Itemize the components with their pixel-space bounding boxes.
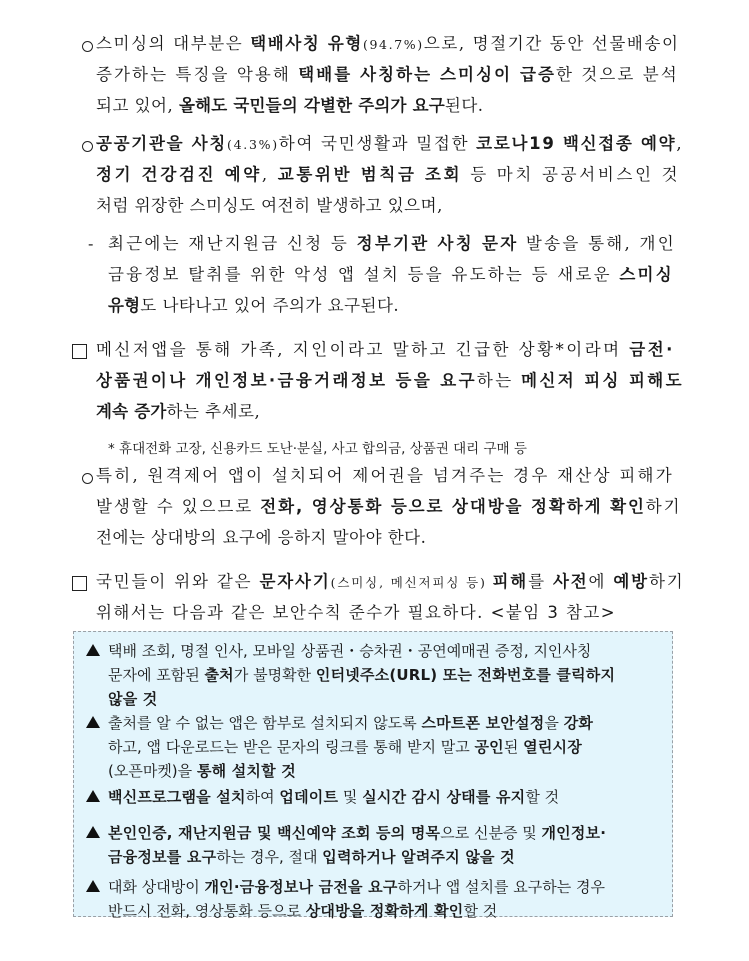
text-run: 택배 조회, 명절 인사, 모바일 상품권・승차권・공연예매권 증정, 지인사칭 xyxy=(108,642,592,660)
text-run: 한 것으로 분석 xyxy=(556,65,679,84)
text-run: 하는 xyxy=(476,371,522,390)
square-bullet-icon xyxy=(72,344,87,359)
text-line xyxy=(108,665,615,685)
triangle-bullet-icon xyxy=(86,826,100,838)
bold-text: 개인정보· xyxy=(541,824,607,842)
text-run: 하여 국민생활과 밀접한 xyxy=(278,134,477,153)
text-line xyxy=(96,528,426,548)
text-line xyxy=(108,265,674,285)
text-line xyxy=(96,402,260,422)
text-run: 가 불명확한 xyxy=(233,666,316,684)
bold-text: 스마트폰 보안설정 xyxy=(421,714,545,732)
triangle-bullet-icon xyxy=(86,880,100,892)
text-run: 하거나 앱 설치를 요구하는 경우 xyxy=(397,878,605,896)
circle-bullet-icon xyxy=(82,141,93,152)
text-line xyxy=(96,497,682,517)
text-run: 문자에 포함된 xyxy=(108,666,205,684)
text-line xyxy=(96,196,443,216)
text-run: 하고, 앱 다운로드는 받은 문자의 링크를 통해 받지 말고 xyxy=(108,738,475,756)
bold-text: 교통위반 범칙금 조회 xyxy=(277,165,463,184)
text-line xyxy=(108,787,559,807)
text-run: 처럼 위장한 스미싱도 여전히 발생하고 있으며, xyxy=(96,196,443,215)
text-run: 최근에는 재난지원금 신청 등 xyxy=(108,234,357,253)
triangle-bullet-icon xyxy=(86,716,100,728)
bold-text: 출처 xyxy=(204,666,234,684)
text-run: 증가하는 특징을 악용해 xyxy=(96,65,299,84)
text-run: 하기 xyxy=(645,497,682,516)
text-run: 위해서는 다음과 같은 보안수칙 준수가 필요하다. xyxy=(96,603,491,622)
text-run: 되고 있어, xyxy=(96,96,179,115)
text-line xyxy=(108,877,605,897)
text-run: 메신저앱을 통해 가족, 지인이라고 말하고 긴급한 상황*이라며 xyxy=(96,340,630,359)
text-run: 도 나타나고 있어 주의가 요구된다. xyxy=(140,296,400,315)
text-run: 등 마치 공공서비스인 것 xyxy=(462,165,681,184)
text-line xyxy=(96,340,675,360)
text-line xyxy=(108,641,591,661)
text-run: 전에는 상대방의 요구에 응하지 말아야 한다. xyxy=(96,528,427,547)
text-run: (94.7%) xyxy=(362,37,424,52)
text-run: 대화 상대방이 xyxy=(108,878,205,896)
text-line xyxy=(108,713,593,733)
bold-text: 택배사칭 유형 xyxy=(250,34,363,53)
bold-text: 열린시장 xyxy=(523,738,582,756)
text-line xyxy=(96,65,679,85)
text-run: (스미싱, 메신저피싱 등) xyxy=(330,575,493,590)
bold-text: 예방 xyxy=(613,572,649,591)
bold-text: 전화, 영상통화 등으로 상대방을 정확하게 확인 xyxy=(260,497,646,516)
text-line xyxy=(108,761,296,781)
bold-text: 사전 xyxy=(552,572,589,591)
text-run: , xyxy=(261,165,278,184)
bold-text: 업데이트 xyxy=(279,788,339,806)
bold-text: 상품권이나 개인정보·금융거래정보 등을 요구 xyxy=(96,371,477,390)
text-line xyxy=(108,296,399,316)
bold-text: 계속 증가 xyxy=(96,402,167,421)
text-run: 를 xyxy=(528,572,553,591)
text-line xyxy=(96,134,683,155)
text-line xyxy=(108,901,497,921)
circle-bullet-icon xyxy=(82,473,93,484)
text-line xyxy=(108,737,582,757)
bold-text: 금융정보를 요구 xyxy=(108,848,217,866)
bold-text: 본인인증, 재난지원금 및 백신예약 조회 등의 명목 xyxy=(108,824,441,842)
text-run: 및 xyxy=(338,788,363,806)
security-tips-box xyxy=(73,631,673,920)
text-line xyxy=(96,603,616,623)
bold-text: 택배를 사칭하는 스미싱이 급증 xyxy=(298,65,557,84)
bold-text: 문자사기 xyxy=(259,572,331,591)
text-run: 하는 추세로, xyxy=(166,402,261,421)
text-run: 국민들이 위와 같은 xyxy=(96,572,260,591)
text-run: 으로, 명절기간 동안 선물배송이 xyxy=(423,34,680,53)
text-run: 을 xyxy=(544,714,564,732)
bold-text: 강화 xyxy=(563,714,594,732)
bold-text: 상대방을 정확하게 확인 xyxy=(305,902,464,920)
text-line xyxy=(96,466,674,486)
text-run: 금융정보 탈취를 위한 악성 앱 설치 등을 유도하는 등 새로운 xyxy=(108,265,620,284)
text-run: 할 것 xyxy=(525,788,560,806)
text-run: 된다. xyxy=(444,96,484,115)
bold-text: 입력하거나 알려주지 않을 것 xyxy=(322,848,515,866)
text-line xyxy=(96,371,684,391)
text-run: <붙임 3 참고> xyxy=(490,603,616,622)
text-line xyxy=(96,572,685,593)
text-run: 발송을 통해, 개인 xyxy=(518,234,676,253)
circle-bullet-icon xyxy=(82,41,93,52)
bold-text: 않을 것 xyxy=(108,690,158,708)
bold-text: 백신프로그램을 설치 xyxy=(108,788,246,806)
bold-text: 유형 xyxy=(108,296,141,315)
text-line xyxy=(96,96,484,116)
triangle-bullet-icon xyxy=(86,644,100,656)
text-run: 스미싱의 대부분은 xyxy=(96,34,251,53)
text-line xyxy=(108,234,676,254)
bold-text: 실시간 감시 상태를 유지 xyxy=(362,788,526,806)
triangle-bullet-icon xyxy=(86,790,100,802)
bold-text: 스미싱 xyxy=(619,265,674,284)
bold-text: 통해 설치할 것 xyxy=(196,762,296,780)
text-run: 하기 xyxy=(648,572,685,591)
text-run: 하여 xyxy=(245,788,280,806)
bold-text: 메신저 피싱 피해도 xyxy=(521,371,684,390)
bold-text: 코로나19 백신접종 예약 xyxy=(476,134,677,153)
text-line xyxy=(108,847,515,867)
bold-text: 공인 xyxy=(474,738,504,756)
text-run: 발생할 수 있으므로 xyxy=(96,497,261,516)
text-line xyxy=(96,34,680,55)
bold-text: 개인·금융정보나 금전을 요구 xyxy=(204,878,398,896)
text-line xyxy=(96,165,680,185)
text-run: 출처를 알 수 없는 앱은 함부로 설치되지 않도록 xyxy=(108,714,422,732)
text-run: 으로 신분증 및 xyxy=(440,824,542,842)
text-run: 할 것 xyxy=(463,902,498,920)
bold-text: 피해 xyxy=(492,572,529,591)
dash-bullet-icon: - xyxy=(88,234,94,253)
bold-text: 정부기관 사칭 문자 xyxy=(356,234,519,253)
text-line xyxy=(108,823,606,843)
bold-text: 올해도 국민들의 각별한 주의가 요구 xyxy=(179,96,445,115)
text-run: 에 xyxy=(588,572,614,591)
bold-text: 금전· xyxy=(629,340,675,359)
bold-text: 인터넷주소(URL) 또는 전화번호를 클릭하지 xyxy=(315,666,616,684)
text-run: 반드시 전화, 영상통화 등으로 xyxy=(108,902,306,920)
square-bullet-icon xyxy=(72,576,87,591)
bold-text: 공공기관을 사칭 xyxy=(96,134,228,153)
text-line xyxy=(108,689,158,709)
text-run: (오픈마켓)을 xyxy=(108,762,197,780)
text-run: 된 xyxy=(503,738,524,756)
text-run: , xyxy=(676,134,684,153)
bold-text: 정기 건강검진 예약 xyxy=(96,165,262,184)
footnote: * 휴대전화 고장, 신용카드 도난·분실, 사고 합의금, 상품권 대리 구매 등 xyxy=(108,441,527,457)
text-run: 특히, 원격제어 앱이 설치되어 제어권을 넘겨주는 경우 재산상 피해가 xyxy=(96,466,674,485)
text-run: (4.3%) xyxy=(227,137,279,152)
text-run: 하는 경우, 절대 xyxy=(216,848,323,866)
